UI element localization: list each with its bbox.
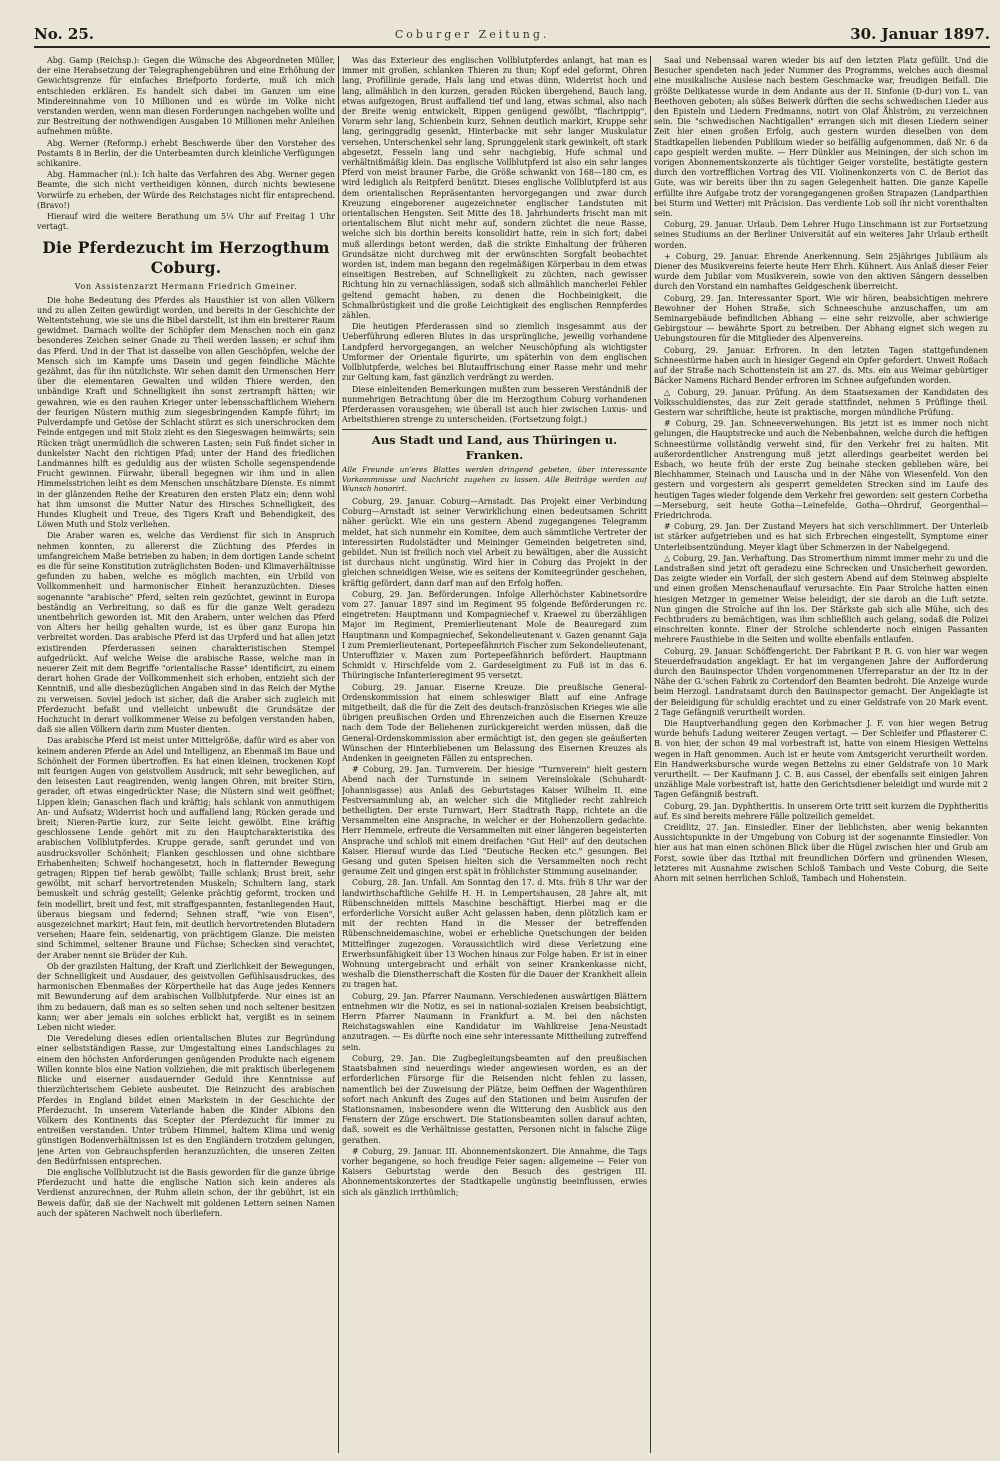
paragraph: Das arabische Pferd ist meist unter Mittelgröße, dafür wird es aber von keinem anderen Pferde an Adel und Intelligenz, an Ebenmaß im Baue und Schönheit der Formen übertroffen. Es hat einen kleinen, trockenen Kopf mit feurigen Augen von geistvollem Ausdruck, mit sehr beweglichen, auf den leisesten Laut reagirenden, wenig langen Ohren, mit breiter Stirn, gerader, oft etwas eingedrückter Nase; die Nüstern sind weit geöffnet; Lippen klein; Ganaschen flach und kräftig; hals schlank von anmuthigem An- und Aufsatz; Widerrist hoch und auffallend lang; Rücken gerade und breit; Nieren-Partie kurz, zur Seite leicht gewölbt. Eine kräftig geschlossene Lende gehört mit zu den Hauptcharakteristika des arabischen Vollblutpferdes. Kruppe gerade, sanft gerundet und von ausdrucksvoller Schönheit; Flanken geschlossen und ohne sichtbare Erhabenheiten; Schweif hochangesetzt, hoch in flatternder Bewegung getragen; Rippen tief herab gewölbt; Taille schlank; Brust breit, sehr gewölbt, mit scharf hervortretenden Muskeln; Schultern lang, stark bemuskelt und schräg gestellt; Gelenke prächtig geformt, trocken und fein modellirt, breit und fest, mit straffgespannten, festanliegenden Haut, überaus biegsam und federnd; Sehnen straff, "wie von Eisen", ausgezeichnet markirt; Haut fein, mit deutlich hervortretenden Blutadern versehen; Haare fein, seidenartig, von prächtigem Glanze. Die meisten sind Schimmel, seltener Braune und Füchse; Schecken sind verachtet, der Araber nennt sie Brüder der Kuh. bbox=[37, 736, 335, 960]
article-byline: Von Assistenzarzt Hermann Friedrich Gmeiner. bbox=[74, 281, 298, 292]
news-item: Saal und Nebensaal waren wieder bis auf den letzten Platz gefüllt. Und die Besucher spendeten nach jeder Nummer des Programms, welches auch diesmal eine musikalische Auslese nach bestem Geschmacke war, freudigen Beifall. Die größte Delikatesse wurde in dem Andante aus der II. Sinfonie (D-dur) von L. van Beethoven geboten; als süßes Beiwerk dürften die sechs schwedischen Lieder aus den Episteln und Liedern Fredmanns, notirt von Olaf Åhlström, zu verzeichnen sein. Die "schwedischen Nachtigallen" errangen sich mit diesen Liedern seiner Zeit hier einen großen Erfolg, auch gestern wurden dieselben von dem Stadtkapellen liebenden Publikum wieder so beifällig aufgenommen, daß Nr. 6 da capo gespielt werden mußte. — Herr Dünkler aus Meiningen, der sich schon im vorigen Abonnementskonzerte als tüchtiger Geiger vorstellte, bestätigte gestern durch den vortrefflichen Vortrag des VII. Violinenkonzerts von C. de Beriot das Gute, was wir bereits über ihn zu sagen Gelegenheit hatten. Die ganze Kapelle erfüllte ihre Aufgabe trotz der vorangegangenen großen Strapazen (Landparthien bei Sturm und Wetter) mit Präcision. Das verdiente Lob soll ihr nicht vorenthalten sein. bbox=[654, 56, 988, 219]
news-item: Coburg, 29. Jan. Interessanter Sport. Wie wir hören, beabsichtigen mehrere Bewohner der Hohen Straße, sich Schneeschuhe anzuschaffen, um am Seminargebäude befindlichen Abhang — eine sehr reizvolle, aber schwierige Gebirgstour — bewährte Sport zu betreiben. Der Abhang eignet sich wegen zu Uebungstouren für die Mitglieder des Alpenvereins. bbox=[654, 293, 988, 344]
issue-date: 30. Januar 1897. bbox=[850, 25, 990, 43]
news-item: Coburg, 29. Jan. Beförderungen. Infolge Allerhöchster Kabinetsordre vom 27. Januar 1897 sind im Regiment 95 folgende Beförderungen rc. eingetreten: Hauptmann und Kompagniechef v. Kraewel zu überzähligen Major im Regiment, Premierlieutenant Mole de Beauregard zum Hauptmann und Kompagniechef, Sekondelieutenant v. Gazen genannt Gaja I zum Premierlieutenant, Portepeefähnrich Fischer zum Sekondelieutenant, Unteroffizier v. Maxen zum Portepeefähnrich befördert. Hauptmann Schmidt v. Hirschfelde vom 2. Gardeselgiment zu Fuß ist in das 6. Thüringische Infanterieregiment 95 versetzt. bbox=[342, 589, 647, 681]
news-item: Coburg, 29. Jan. Dyphtheritis. In unserem Orte tritt seit kurzem die Dyphtheritis auf. Es sind bereits mehrere Fälle polizeilich gemeldet. bbox=[654, 801, 988, 821]
news-item: + Coburg, 29. Januar. Ehrende Anerkennung. Sein 25jähriges Jubiläum als Diener des Musikvereins feierte heute Herr Ehrh. Kühnert. Aus Anlaß dieser Feier wurde dem Jubilar vom Musikverein, sowie von den aktiven Sängern desselben durch den Vorstand ein namhaftes Geldgeschenk überreicht. bbox=[654, 251, 988, 292]
paper-name: Coburger Zeitung. bbox=[394, 27, 550, 41]
news-item: Coburg, 29. Januar. Coburg—Arnstadt. Das Projekt einer Verbindung Coburg—Arnstadt ist seiner Verwirklichung einen bedeutsamen Schritt näher gerückt. Wie ein uns gestern Abend zugegangenes Telegramm meldet, hat sich nunmehr ein Komitee, dem auch sämmtliche Vertreter der interessirten Rudolstädter und Meininger Gemeinden beigetreten sind, gebildet. Nun ist freilich noch viel Arbeit zu bewältigen, aber die Aussicht ist durchaus nicht ungünstig. Wird hier in Coburg das Projekt in der gleichen schneidigen Weise, wie es seitens der Komiteegründer geschehen, kräftig gefördert, dann darf man auf den Erfolg hoffen. bbox=[342, 496, 647, 588]
column-2 bbox=[342, 56, 647, 1453]
paragraph: Die englische Vollblutzucht ist die Basis geworden für die ganze übrige Pferdezucht und hatte die englische Nation sich kein anderes als Verdienst anzurechnen, der Ruhm allein schon, der ihr gebührt, ist ein Beweis dafür, daß sie der Nachwelt mit goldenen Lettern seinen Namen auch der späteren Nachwelt noch überliefern. bbox=[37, 1167, 335, 1218]
news-item: # Coburg, 29. Januar. III. Abonnementskonzert. Die Annahme, die Tags vorher begangene, so hoch freudige Feier sagen: allgemeine — Feier von Kaisers Geburtstag werde den Besuch des gestrigen III. Abonnementskonzertes der Stadtkapelle ungünstig beeinflussen, erwies sich als gänzlich irrthümlich; bbox=[342, 1146, 647, 1197]
article-title: Die Pferdezucht im Herzogthum Coburg. bbox=[42, 238, 330, 278]
news-item: △ Coburg, 29. Jan. Verhaftung. Das Stromerthum nimmt immer mehr zu und die Landstraßen sind jetzt oft geradezu eine Schrecken und Unsicherheit geworden. Das zeigte wieder ein Vorfall, der sich gestern Abend auf dem Steinweg abspielte und einen großen Menschenauflauf verursachte. Ein Paar Strolche hatten einen hiesigen Metzger in gemeiner Weise beleidigt, der sie darob an die Luft setzte. Nun gingen die Strolche auf ihn los. Der Stärkste gab sich alle Mühe, sich des Fechtbruders zu bemächtigen, was ihm schließlich auch gelang, sodaß die Polizei einschreiten konnte. Einer der Strolche schlenderte noch einigen Passanten mehrere Fausthiebe in die Seiten und wollte ebenfalls entlaufen. bbox=[654, 553, 988, 645]
news-item: # Coburg, 29. Jan. Der Zustand Meyers hat sich verschlimmert. Der Unterleib ist stärker aufgetrieben und es hat sich Erbrechen eingestellt, Symptome einer Unterleibsentzündung. Meyer klagt über Schmerzen in der Nabelgegend. bbox=[654, 522, 988, 552]
news-item: Coburg, 29. Januar. Urlaub. Dem Lehrer Hugo Linschmann ist zur Fortsetzung seines Studiums an der Berliner Universität auf ein weiteres Jahr Urlaub ertheilt worden. bbox=[654, 220, 988, 250]
paragraph: Hierauf wird die weitere Berathung um 5¼ Uhr auf Freitag 1 Uhr vertagt. bbox=[37, 212, 335, 232]
news-item: Coburg, 29. Jan. Pfarrer Naumann. Verschiedenen auswärtigen Blättern entnehmen wir die Notiz, es sei in national-sozialen Kreisen beabsichtigt, Herrn Pfarrer Naumann in Frankfurt a. M. bei den nächsten Reichstagswahlen eine Kandidatur im Wahlkreise Jena-Neustadt anzutragen. — Es dürfte noch eine sehr interessante Mittheilung zutreffend sein. bbox=[342, 991, 647, 1052]
news-item: △ Coburg, 29. Januar. Prüfung. An dem Staatsexamen der Kandidaten des Volksschuldienstes, das zur Zeit gerade stattfindet, nehmen 5 Prüflinge theil. Gestern war schriftliche, heute ist praktische, morgen mündliche Prüfung. bbox=[654, 387, 988, 417]
news-item: Coburg, 29. Januar. Eiserne Kreuze. Die preußische General-Ordenskommission hat einem schleswiger Blatt auf eine Anfrage mitgetheilt, daß die für die Zeit des deutsch-französischen Krieges wie alle übrigen preußischen Orden und Ehrenzeichen auch die Eisernen Kreuze nach dem Tode der Beliehenen zurückgereicht werden müssen, daß die General-Ordenskommission aber ermächtigt ist, den gegen sie geäußerten Wünschen der Hinterbliebenen um Belassung des Eisernen Kreuzes als Andenken in geeigneten Fällen zu entsprechen. bbox=[342, 682, 647, 763]
paragraph: Die heutigen Pferderassen sind so ziemlich insgesammt aus der Ueberführung edleren Blutes in das ursprüngliche, jeweilig vorhandene Landpferd hervorgegangen, an welcher Neuschöpfung als wichtigster Umformer der Orientale figurirte, um späterhin von dem englischen Vollblutpferde, welches bei Blutauffrischung einer Rasse mehr und mehr zur Geltung kam, fast gänzlich verdrängt zu werden. bbox=[342, 322, 647, 383]
paragraph: Die Veredelung dieses edlen orientalischen Blutes zur Begründung einer selbstständigen Rasse, zur Umgestaltung eines Landschlages zu einem den höchsten Anforderungen genügenden Produkte nach eigenem Willen konnte blos eine Nation vollziehen, die mit praktisch überlegenem Blicke und eiserner ausdauernder Geduld ihre Kenntnisse auf thierzüchterischem Gebiete ausbeutet. Die Reinzucht des arabischen Pferdes in England bildet einen Markstein in der Geschichte der Pferdezucht. In unserem Vaterlande haben die Kinder Albions den Völkern des Kontinents das Scepter der Pferdezucht für immer zu entreißen verstanden. Unter trübem Himmel, haltem Klima und wenig günstigen Bodenverhältnissen ist es den Engländern trotzdem gelungen, jene Arten von Gebrauchspferden heranzuzüchten, die unseren Zeiten den Bedürfnissen entsprechen. bbox=[37, 1034, 335, 1166]
news-item: Coburg, 29. Januar. Erfroren. In den letzten Tagen stattgefundenen Schneestürme haben auch in hiesiger Gegend ein Opfer gefordert. Unweit Roßach auf der Straße nach Schottenstein ist am 27. ds. Mts. ein aus Weimar gebürtiger Bäcker Namens Richard Bender erfroren im Schnee aufgefunden worden. bbox=[654, 345, 988, 386]
column-rule-2 bbox=[650, 56, 651, 1453]
news-item: Coburg, 28. Jan. Unfall. Am Sonntag den 17. d. Mts. früh 8 Uhr war der landwirthschaftliche Gehilfe H. H. in Lempertshausen, 28 Jahre alt, mit Rübenschneiden mittels Maschine beschäftigt. Hierbei mag er die erforderliche Vorsicht außer Acht gelassen haben, denn plötzlich kam er mit der rechten Hand in die Messer der betreffenden Rübenschneidemaschine, wobei er erhebliche Quetschungen der beiden Mittelfinger zugezogen. Voraussichtlich wird diese Verletzung eine Erwerbsunfähigkeit über 13 Wochen hinaus zur Folge haben. Er ist in einer Wohnung untergebracht und erhält von seiner Krankenkasse nicht, weshalb die Dienstherrschaft die Kosten für die Dauer der Krankheit allein zu tragen hat. bbox=[342, 878, 647, 990]
issue-number: No. 25. bbox=[34, 25, 94, 43]
paragraph: Was das Exterieur des englischen Vollblutpferdes anlangt, hat man es immer mit großen, schlanken Thieren zu thun; Kopf edel geformt, Ohren lang, Profillinie gerade, Hals lang und etwas dünn, Widerrist hoch und lang, allmählich in den kurzen, geraden Rücken übergehend, Bauch lang, etwas aufgezogen, Brust auffallend tief und lang, etwas schmal, also nach der Breite wenig entwickelt, Rippen genügend gewölbt, "flachrippig", Vorarm sehr lang, Schienbein kurz, Sehnen deutlich markirt, Kruppe sehr lang, geringgradig gesenkt, Hinterbacke mit sehr langer Muskulatur versehen, Unterschenkel sehr lang, Sprunggelenk stark gewinkelt, oft stark abgesetzt, Fesseln lang und sehr nachgiebig, Hufe schmal und verhältnißmäßig klein. Das englische Vollblutpferd ist also ein sehr langes Pferd von meist brauner Farbe, die Größe schwankt von 168—180 cm, es wird lediglich als Reitpferd benützt. Dieses englische Vollblutpferd ist aus dem orientalischen Repräsentanten hervorgegangen und zwar durch Kreuzung eingeborener augezeichneter englischer Landstuten mit orientalischen Hengsten. Seit Mitte des 18. Jahrhunderts frischt man mit orientalischem Blut nicht mehr auf, sondern züchtet die neue Rasse, welche sich bis dorthin bereits konsolidirt hatte, rein in sich fort; dabei muß allerdings betont werden, daß die strikte Einhaltung der früheren Grundsätze nicht durchweg mit der erwünschten Sorgfalt beobachtet worden ist, indem man begann den regelmäßigen Körperbau in dem etwas einseitigen Bestreben, auf Schnelligkeit zu züchten, nach gewisser Richtung hin zu vernachlässigen, sodaß sich allmählich mancherlei Fehler geltend gemacht haben, zu denen die Hochbeinigkeit, die Schmalbrüstigkeit und die große Leichtigkeit des englischen Rennpferdes zählen. bbox=[342, 56, 647, 321]
news-item: Die Hauptverhandlung gegen den Korbmacher J. F. von hier wegen Betrug wurde behufs Ladung weiterer Zeugen vertagt. — Der Schleifer und Pflasterer C. B. von hier, der schon 49 mal vorbestraft ist, hatte von einem Hiesigen Wettelns wegen in Haft genommen. Auch ist er heute vom Amtsgericht verurtheilt worden. Ein Handwerksbursche wurde wegen Bettelns zu einer Geldstrafe von 10 Mark verurtheilt. — Der Kaufmann J. C. B. aus Cassel, der ebenfalls seit einigen Jahren unzählige Male vorbestraft ist, hatte den Gerichtsdiener beleidigt und wurde mit 2 Tagen Gefängniß bestraft. bbox=[654, 719, 988, 800]
paragraph: Abg. Gamp (Reichsp.): Gegen die Wünsche des Abgeordneten Müller, der eine Herabsetzung der Telegraphengebühren und eine Erhöhung der Gewichtsgrenze für einfaches Briefporto forderte, muß ich mich entschieden erklären. Es handelt sich dabei im Ganzen um eine Mindereinnahme von 10 Millionen und es würde im Volke nicht verstanden werden, wenn man diesen Forderungen nachgeben wollte und zur Bestreitung der nothwendigen Ausgaben 10 Millionen mehr Anleihen aufnehmen müßte. bbox=[37, 56, 335, 137]
news-item: Coburg, 29. Jan. Die Zugbegleitungsbeamten auf den preußischen Staatsbahnen sind neuerdings wieder angewiesen worden, es an der erforderlichen Fürsorge für die Reisenden nicht fehlen zu lassen, namentlich bei der Zuweisung der Plätze, beim Oeffnen der Wagenthüren sofort nach Ankunft des Zuges auf den Stationen und beim Ausrufen der Stationsnamen, insbesondere wenn die Witterung den Ausblick aus den Fenstern der Züge erschwert. Die Stationsbeamten sollen darauf achten, daß, soweit es die Verhältnisse gestatten, Personen nicht in falsche Züge gerathen. bbox=[342, 1053, 647, 1145]
column-rule-1 bbox=[338, 56, 339, 1453]
column-1 bbox=[37, 56, 335, 1453]
news-item: Creidlitz, 27. Jan. Einsiedler. Einer der lieblichsten, aber wenig bekannten Aussichtspunkte in der Umgebung von Coburg ist der sogenannte Einsiedler. Von hier aus hat man einen schönen Blick über die Hügel zwischen hier und Grub am Forst, sowie über das Itzthal mit freundlichen Dörfern und grünenden Wiesen, letzteres mit Ausnahme zwischen Schloß Tambach und Veste Coburg, die Seite Ahorn mit seinen herrlichen Schloß, Tambach und Hohenstein. bbox=[654, 823, 988, 884]
paragraph: Diese einleitenden Bemerkungen mußten zum besseren Verständniß der nunmehrigen Betrachtung über die im Herzogthum Coburg vorhandenen Pferderassen vorausgehen; wie überall ist auch hier zwischen Luxus- und Arbeitsthieren strenge zu unterscheiden. (Fortsetzung folgt.) bbox=[342, 384, 647, 425]
paragraph: Abg. Hammacher (nl.): Ich halte das Verfahren des Abg. Werner gegen Beamte, die sich nicht vertheidigen können, durch nichts bewiesene Vorwürfe zu erheben, der Würde des Reichstages nicht für entsprechend. (Bravo!) bbox=[37, 170, 335, 210]
news-item: # Coburg, 29. Jan. Turnverein. Der hiesige "Turnverein" hielt gestern Abend nach der Turnstunde in seinem Vereinslokale (Schuhardt-Johannisgasse) aus Anlaß des Geburtstages Kaiser Wilhelm II. eine Festversammlung ab, an welcher sich die Mitglieder recht zahlreich betheiligten. Der erste Turnwart, Herr Stadtrath Rapp, richtete an die Versammelten eine Ansprache, in welcher er der Hohenzollern gedachte. Herr Hemmele, erfreute die Versammelten mit einer längeren begeisterten Ansprache und schloß mit einem dreifachen "Gut Heil" auf den deutschen Kaiser. Hierauf wurde das Lied "Deutsche Recken etc." gesungen. Bei Gesang und guten Speisen hielten sich die Versammelten noch recht geraume Zeit und gingen erst spät in fröhlichster Stimmung auseinander. bbox=[342, 765, 647, 877]
news-item: Coburg, 29. Januar. Schöffengericht. Der Fabrikant P. R. G. von hier war wegen Steuerdefraudation angeklagt. Er hat im vergangenen Jahre der Aufforderung durch den Bauinspector Uhden vorgenommenen Uferreparatur an der Itz in der Nähe der G.'schen Fabrik zu Cortendorf den Beamten bedroht. Die Anzeige wurde beim Herzogl. Landratsamt durch den Bauinspector gemacht. Der Angeklagte ist der Beleidigung für schuldig erachtet und zu einer Geldstrafe von 20 Mark event. 2 Tage Gefängniß verurtheilt worden. bbox=[654, 646, 988, 717]
column-3 bbox=[654, 56, 988, 1453]
news-item: # Coburg, 29. Jan. Schneeverwehungen. Bis jetzt ist es immer noch nicht gelungen, die Hauptstrecke und auch die Nebenbahnen, welche durch die heftigen Schneestürme vollständig verweht sind, für den Verkehr frei zu halten. Mit außerordentlicher Anstrengung muß jetzt allerdings gearbeitet werden bei Esbach, wo heute früh der erste Zug beinahe stecken geblieben wäre, bei Blechhammer, Steinach und Lauscha und in der Nähe von Wiesenfeld. Von den gestern und vorgestern als gesperrt gemeldeten Strecken sind im Laufe des heutigen Tages wieder folgende dem Verkehr frei geworden: seit gestern Corbetha—Merseburg, seit heute Gotha—Leinefelde, Gotha—Ohrdruf, Georgenthal—Friedrichroda. bbox=[654, 419, 988, 520]
section-notice: Alle Freunde un'eres Blattes werden dringend gebeten, über interessante Vorkommnisse und Nachricht zugehen zu lassen. Alle Beiträge werden auf Wunsch honorirt. bbox=[342, 465, 647, 493]
paragraph: Die Araber waren es, welche das Verdienst für sich in Anspruch nehmen konnten, zu allererst die Züchtung des Pferdes in umfangreichem Maße betrieben zu haben; in dem dortigen Lande scheint es die für seine Konstitution zuträglichsten Boden- und Klimaverhältnisse gefunden zu haben, welche es möglich machten, ein Urbild von Vollkommenheit und harmonischer Einheit heranzuzüchten. Dieses sogenannte "arabische" Pferd, selten rein gezüchtet, gewinnt in Europa beständig an Verbreitung, so daß es für die ganze Welt geradezu unentbehrlich geworden ist. Mit den Arabern, unter welchen das Pferd von Alters her heilig gehalten wurde, ist es über ganz Europa hin verbreitet worden. Das arabische Pferd ist das Urpferd und hat allen jetzt existirenden Pferderassen seinen charakteristischen Stempel aufgedrückt. Auf welche Weise die arabische Rasse, welche man in neuerer Zeit mit dem Begriffe "orientalische Rasse" identificirt, zu einem derart hohen Grade der Vollkommenheit sich erhoben, entzieht sich der Kenntniß, und alle diesbezüglichen Angaben sind in das Reich der Mythe zu verweisen. Soviel jedoch ist sicher, daß die Araber sich zugleich mit Pferdezucht befaßt und vielleicht unbewußt die Grundsätze der Hochzucht in derart vollkommener Weise zu befolgen verstanden haben, daß sie allen Völkern darin zum Muster dienten. bbox=[37, 531, 335, 735]
masthead bbox=[34, 22, 990, 48]
paragraph: Abg. Werner (Reformp.) erhebt Beschwerde über den Vorsteher des Postamts 8 in Berlin, der die Unterbeamten durch kleinliche Verfügungen schikanire. bbox=[37, 138, 335, 169]
paragraph: Die hohe Bedeutung des Pferdes als Hausthier ist von allen Völkern und zu allen Zeiten gewürdigt worden, und bereits in der Geschichte der Weltentstehung, wie sie uns die Bibel darstellt, ist ihm ein breiterer Raum gewidmet. Darnach wollte der Schöpfer dem Menschen noch ein ganz besonderes Zeichen seiner Gnade zu Theil werden lassen; er schuf ihm das Pferd. Und in der That ist dasselbe von allen Geschöpfen, welche der Mensch sich im Kampfe ums Dasein und gegen feindliche Mächte gezähmt, das für ihn nützlichste. Wir sehen damit den Urmenschen Herr über die elementaren Gewalten und wilden Thiere werden, den unbändige Kraft und Schnelligkeit ihn sonst zertrampft hätten; wir gewahren, wie es den rauhen Krieger unter lebensschaftlichem Wiehern der feurigen Nüstern muthig zum siegesbringenden Kampfe führt; im Pulverdampfe und Getöse der Schlacht stürzt es sich unerschrocken dem Feinde entgegen und mit Stolz zieht es den Siegeswagen heimwärts; sein Rücken trägt unermüdlich die schweren Lasten; sein Fuß findet sicher in dunkelster Nacht den richtigen Pfad; unter der Hand des friedlichen Landmannes hilft es geduldig aus der wüsten Scholle segenspendende Frucht gewinnen. Fürwahr, überall begegnen wir ihm und in allen Himmelsstrichen leiht es dem Menschen unschätzbare Dienste. Es nimmt in der glänzenden Reihe der Kreaturen den ersten Platz ein; denn wohl hat ihm umsonst die Mutter Natur des Hirsches Schnelligkeit, des Hundes Klugheit und Treue, des Tigers Kraft und Behendigkeit, des Löwen Muth und Stolz verliehen. bbox=[37, 295, 335, 530]
paragraph: Ob der grazilsten Haltung, der Kraft und Zierlichkeit der Bewegungen, der Schnelligkeit und Ausdauer, des geistvollen Gefühlsausdruckes, des harmonischen Ebenmaßes der Körpertheile hat das Auge jedes Kenners mit Bewunderung auf dem arabischen Vollblutpferde. Nur eines ist an ihm zu bedauern, daß man es so selten sehen und noch seltener besitzen kann; wer aber jemals ein solches erblickt hat, vergißt es in seinem Leben nicht wieder. bbox=[37, 961, 335, 1033]
section-title: Aus Stadt und Land, aus Thüringen u. Franken. bbox=[342, 429, 647, 463]
